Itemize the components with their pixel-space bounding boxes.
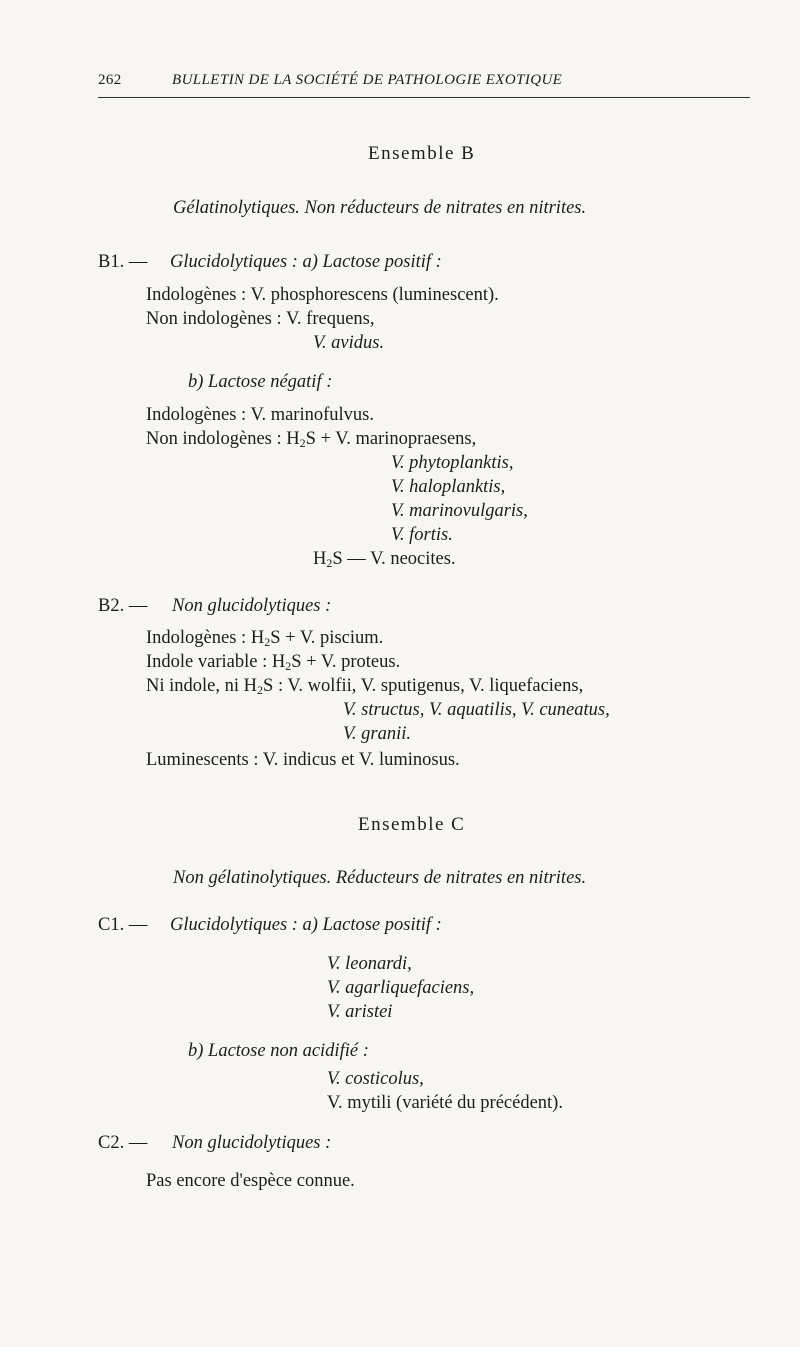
c1-line: V. mytili (variété du précédent). xyxy=(327,1093,563,1113)
b2-line: Indole variable : $H_2S + V$. proteus. xyxy=(146,652,401,673)
b1-line: V. avidus. xyxy=(313,333,385,353)
b2-label: B2. — xyxy=(98,596,148,616)
ensemble-b-subtitle: Gélatinolytiques. Non réducteurs de nitrates en nitrites. xyxy=(173,198,587,218)
b1-label: B1. — xyxy=(98,252,148,272)
c2-label: C2. — xyxy=(98,1133,148,1153)
b1-line: Non indologènes : $H_2S + V$. marinopraesens, xyxy=(146,429,477,450)
b2-line: Luminescents : V. indicus et V. luminosus. xyxy=(146,750,460,770)
b2-line: Ni indole, ni $H_2S$ : V. wolfii, V. sputigenus, V. liquefaciens, xyxy=(146,676,584,697)
ensemble-b-title: Ensemble B xyxy=(368,143,476,164)
c1-subheading: b) Lactose non acidifié : xyxy=(188,1041,369,1061)
c1-line: V. aristei xyxy=(327,1002,393,1022)
c1-heading: Glucidolytiques : a) Lactose positif : xyxy=(170,915,442,935)
journal-title: BULLETIN DE LA SOCIÉTÉ DE PATHOLOGIE EXOTIQUE xyxy=(172,72,563,88)
b1-line: Non indologènes : V. frequens, xyxy=(146,309,375,329)
b2-heading: Non glucidolytiques : xyxy=(172,596,332,616)
b1-heading: Glucidolytiques : a) Lactose positif : xyxy=(170,252,442,272)
c2-heading: Non glucidolytiques : xyxy=(172,1133,332,1153)
b2-line: V. structus, V. aquatilis, V. cuneatus, xyxy=(343,700,610,720)
b2-line: V. granii. xyxy=(343,724,412,744)
b1-line: Indologènes : V. marinofulvus. xyxy=(146,405,374,425)
b1-line: Indologènes : V. phosphorescens (luminescent). xyxy=(146,285,499,305)
b1-line: V. haloplanktis, xyxy=(391,477,506,497)
header-rule xyxy=(98,97,750,98)
c1-line: V. leonardi, xyxy=(327,954,412,974)
b1-subheading: b) Lactose négatif : xyxy=(188,372,333,392)
c1-label: C1. — xyxy=(98,915,148,935)
b1-line: $H_2S$ — V. neocites. xyxy=(313,549,456,570)
c1-line: V. costicolus, xyxy=(327,1069,424,1089)
c1-line: V. agarliquefaciens, xyxy=(327,978,475,998)
b1-line: V. phytoplanktis, xyxy=(391,453,514,473)
page-number: 262 xyxy=(98,72,122,88)
c2-line: Pas encore d'espèce connue. xyxy=(146,1171,355,1191)
b1-line: V. marinovulgaris, xyxy=(391,501,528,521)
b2-line: Indologènes : $H_2S + V$. piscium. xyxy=(146,628,384,649)
ensemble-c-title: Ensemble C xyxy=(358,814,466,835)
b1-line: V. fortis. xyxy=(391,525,453,545)
ensemble-c-subtitle: Non gélatinolytiques. Réducteurs de nitrates en nitrites. xyxy=(173,868,587,888)
